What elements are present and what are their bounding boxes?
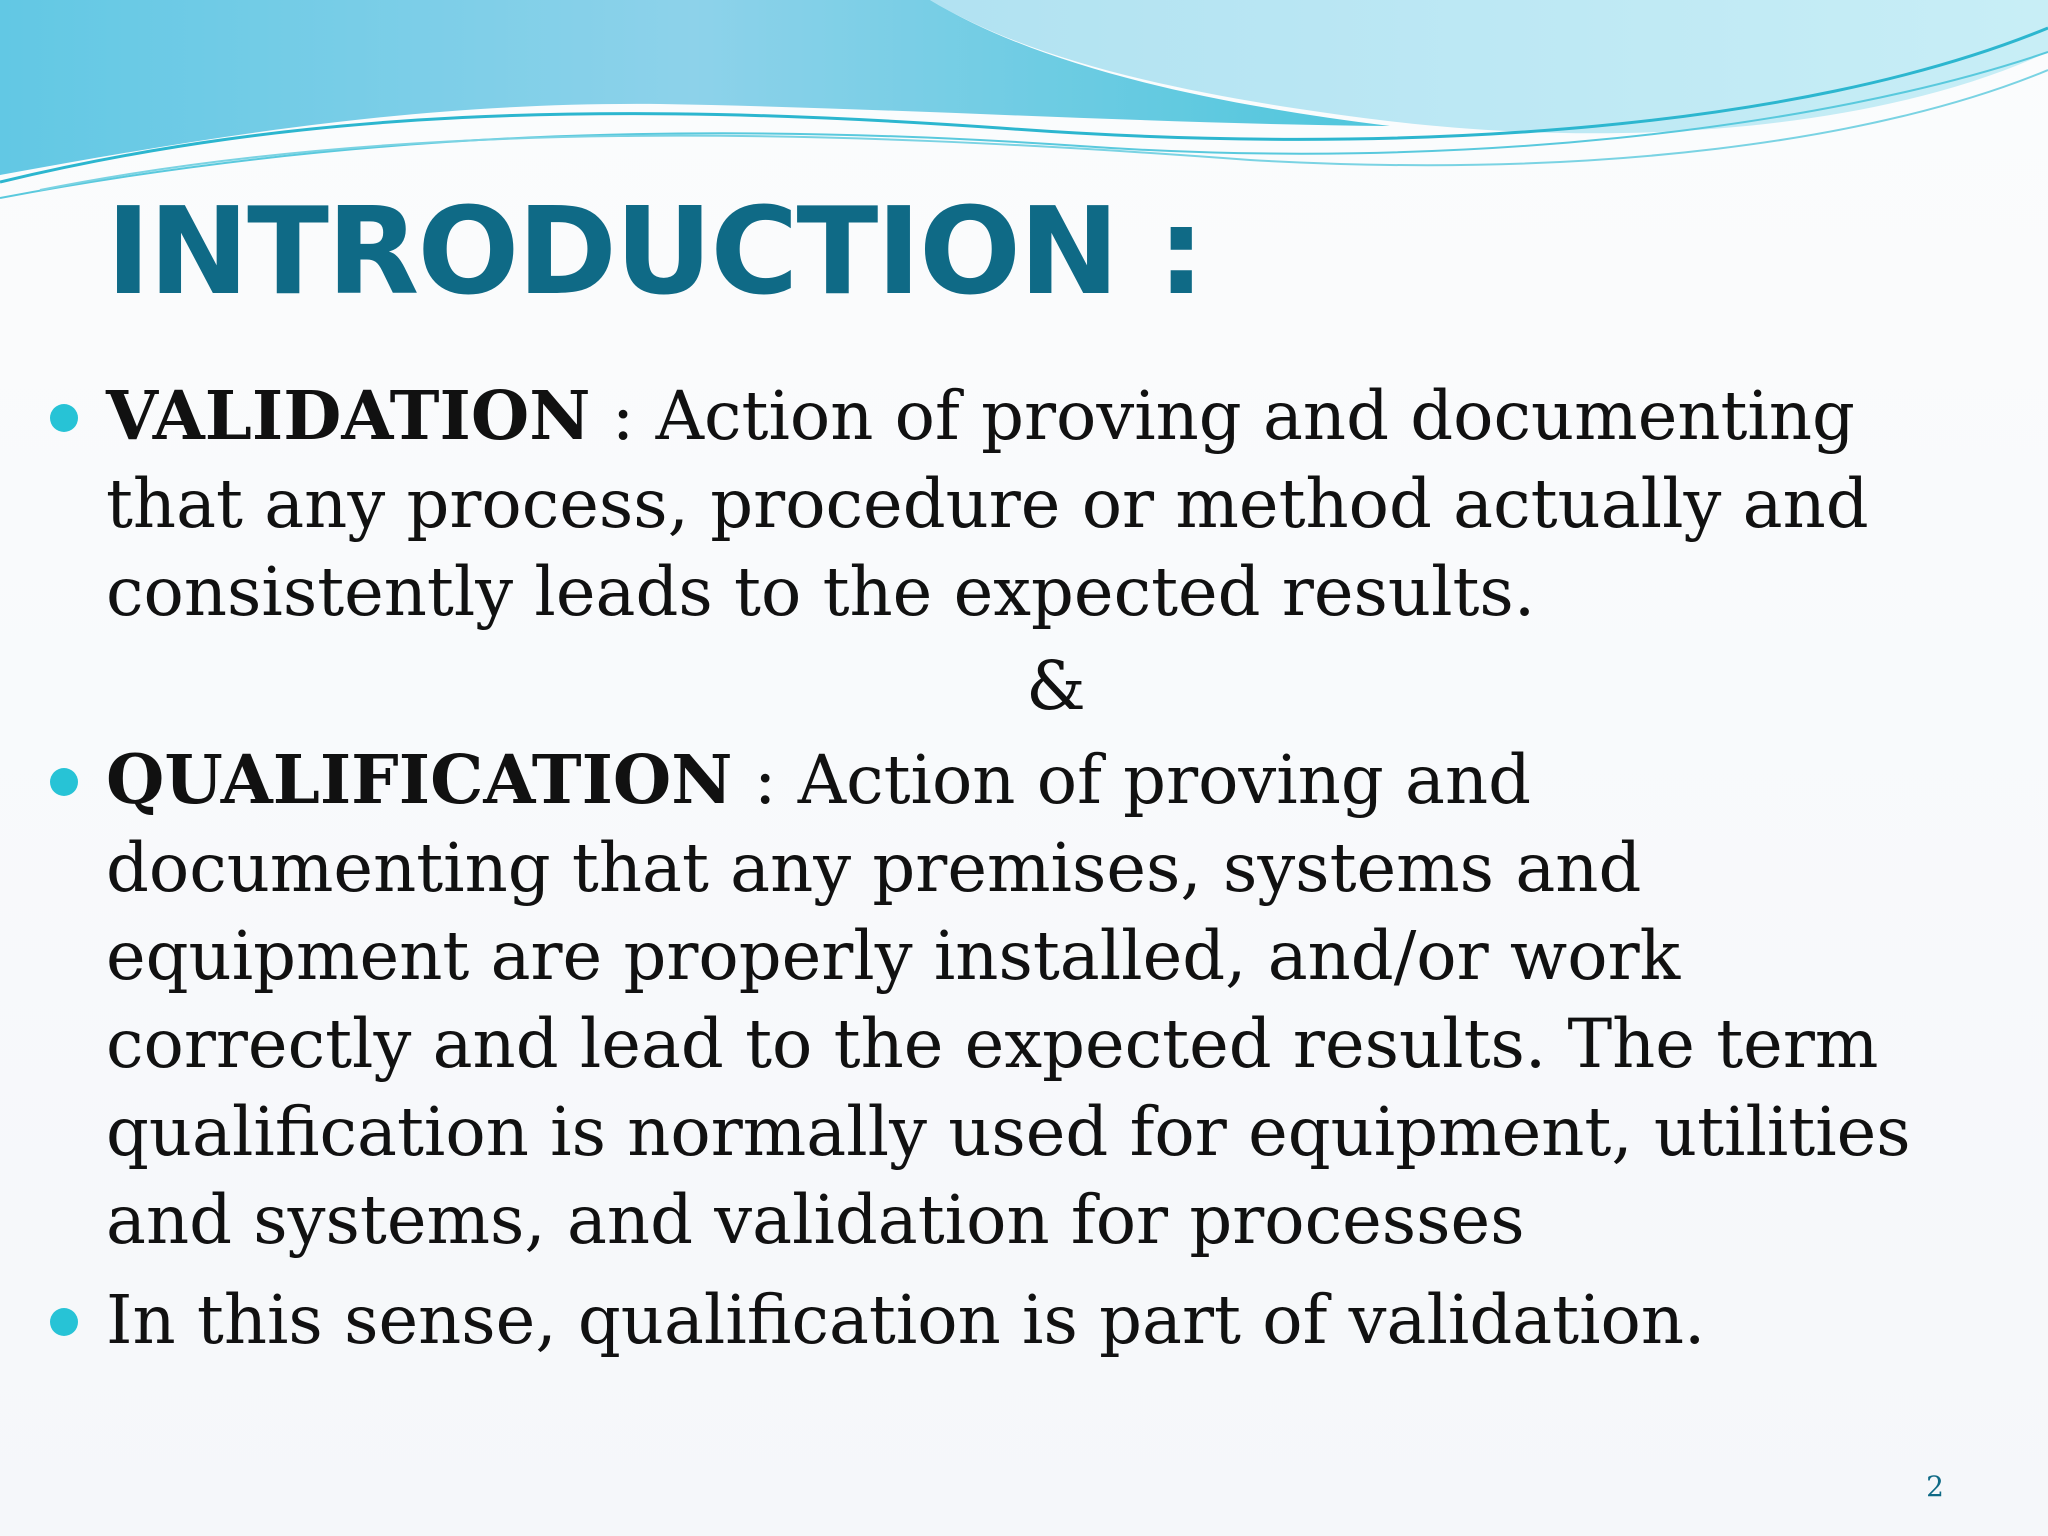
bullet-term: VALIDATION <box>106 376 591 455</box>
separator-symbol: & <box>1026 647 1086 725</box>
bullet-text: : Action of proving and documenting that any process, procedure or method actually and consistently leads to the expected results. <box>106 377 1869 631</box>
bullet-item <box>50 736 1970 1264</box>
bullet-dot-icon <box>50 1308 78 1336</box>
bullet-text: : Action of proving and documenting that any premises, systems and equipment are properly installed, and/or work correctly and lead to the expected results. The term qualification is normally used for equipment, utilities and systems, and validation for processes <box>106 741 1911 1259</box>
bullet-item <box>50 372 1970 636</box>
bullet-dot-icon <box>50 768 78 796</box>
bullet-text: In this sense, qualification is part of validation. <box>106 1281 1706 1359</box>
bullet-item <box>50 1276 1970 1364</box>
page-number: 2 <box>1926 1470 1944 1503</box>
slide-title: INTRODUCTION : <box>106 183 1204 322</box>
slide-body <box>50 372 1970 1364</box>
bullet-dot-icon <box>50 404 78 432</box>
bullet-term: QUALIFICATION <box>106 740 733 819</box>
